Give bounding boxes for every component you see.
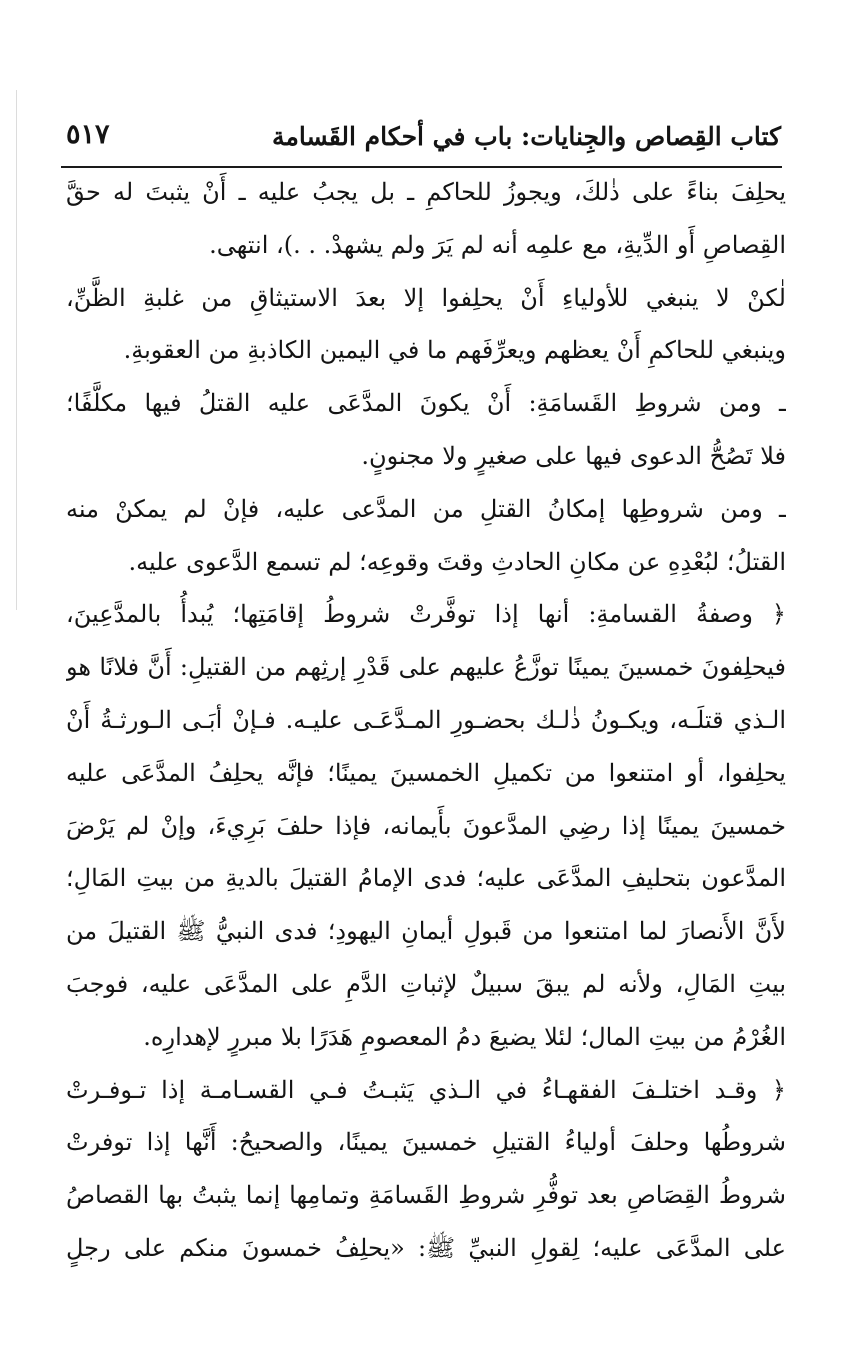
text-line: القِصاصِ أَو الدِّيةِ، مع علمِه أنه لم يَرَ ولم يشهدْ. . .)، انتهى. (209, 230, 786, 259)
text-line: ـ ومن شروطِ القَسامَةِ: أَنْ يكونَ المدَّعَى عليه القتلُ فيها مكلَّفًا؛ (66, 389, 786, 418)
text-line: وينبغي للحاكمِ أَنْ يعظهم ويعرِّفَهم ما في اليمين الكاذبةِ من العقوبةِ. (123, 336, 786, 365)
text-line: ـ ومن شروطِها إمكانُ القتلِ من المدَّعى عليه، فإنْ لم يمكنْ منه (66, 494, 786, 523)
paragraph-1 (66, 166, 786, 272)
text-line: ﴿ وقـد اختلـفَ الفقهـاءُ في الـذي يَثبـتُ فـي القسـامـة إذا تـوفـرتْ (66, 1075, 786, 1104)
text-line: يحلِفَ بناءً على ذٰلكَ، ويجوزُ للحاكمِ ـ بل يجبُ عليه ـ أَنْ يثبتَ له حقَّ (66, 178, 786, 206)
text-line: المدَّعون بتحليفِ المدَّعَى عليه؛ فدى الإمامُ القتيلَ بالديةِ من بيتِ المَالِ؛ (66, 864, 786, 893)
text-line: الـذي قتلَـه، ويكـونُ ذٰلـك بحضـورِ المـدَّعَـى عليـه. فـإنْ أبَـى الـورثـةُ أَنْ (66, 705, 786, 734)
scan-edge-line (16, 90, 17, 610)
text-line: بيتِ المَالِ، ولأنه لم يبقَ سبيلٌ لإثباتِ الدَّمِ على المدَّعَى عليه، فوجبَ (66, 969, 786, 998)
header-title: كتاب القِصاص والجِنايات: باب في أحكام القَسامة (272, 122, 781, 151)
paragraph-6 (66, 1064, 786, 1275)
page-number: ٥١٧ (66, 119, 110, 150)
page-body (66, 166, 786, 1275)
text-line: على المدَّعَى عليه؛ لِقولِ النبيِّ ﷺ: «يحلِفُ خمسونَ منكم على رجلٍ (66, 1233, 786, 1262)
text-line: شروطُ القِصَاصِ بعد توفُّرِ شروطِ القَسامَةِ وتمامِها إنما يثبتُ بها القصاصُ (66, 1181, 786, 1210)
paragraph-2 (66, 272, 786, 378)
text-line: لأَنَّ الأَنصارَ لما امتنعوا من قَبولِ أيمانِ اليهودِ؛ فدى النبيُّ ﷺ القتيلَ من (66, 917, 786, 946)
paragraph-4 (66, 483, 786, 589)
text-line: خمسينَ يمينًا إذا رضِي المدَّعونَ بأَيمانه، فإذا حلفَ بَرِيءَ، وإنْ لم يَرْضَ (66, 811, 786, 840)
text-line: شروطُها وحلفَ أولياءُ القتيلِ خمسينَ يمينًا، والصحيحُ: أَنَّها إذا توفرتْ (66, 1128, 786, 1157)
text-line: ﴿ وصفةُ القسامةِ: أنها إذا توفَّرتْ شروطُ إقامَتِها؛ يُبدأُ بالمدَّعِينَ، (66, 600, 786, 629)
text-line: فلا تَصُحُّ الدعوى فيها على صغيرٍ ولا مجنونٍ. (361, 441, 786, 470)
paragraph-3 (66, 377, 786, 483)
text-line: القتلُ؛ لبُعْدِهِ عن مكانِ الحادثِ وقتَ وقوعِه؛ لم تسمع الدَّعوى عليه. (128, 547, 786, 576)
text-line: يحلِفوا، أو امتنعوا من تكميلِ الخمسينَ يمينًا؛ فإنَّه يحلِفُ المدَّعَى عليه (66, 758, 786, 787)
text-line: فيحلِفونَ خمسينَ يمينًا توزَّعُ عليهم على قَدْرِ إرثِهم من القتيلِ: أَنَّ فلانًا هو (66, 653, 786, 682)
paragraph-5 (66, 588, 786, 1063)
text-line: لٰكنْ لا ينبغي للأولياءِ أَنْ يحلِفوا إلا بعدَ الاستيثاقِ من غلبةِ الظَّنِّ، (66, 283, 786, 312)
text-line: الغُرْمُ من بيتِ المال؛ لئلا يضيعَ دمُ المعصومِ هَدَرًا بلا مبررٍ لإهدارِه. (143, 1022, 786, 1051)
running-header (66, 113, 781, 161)
